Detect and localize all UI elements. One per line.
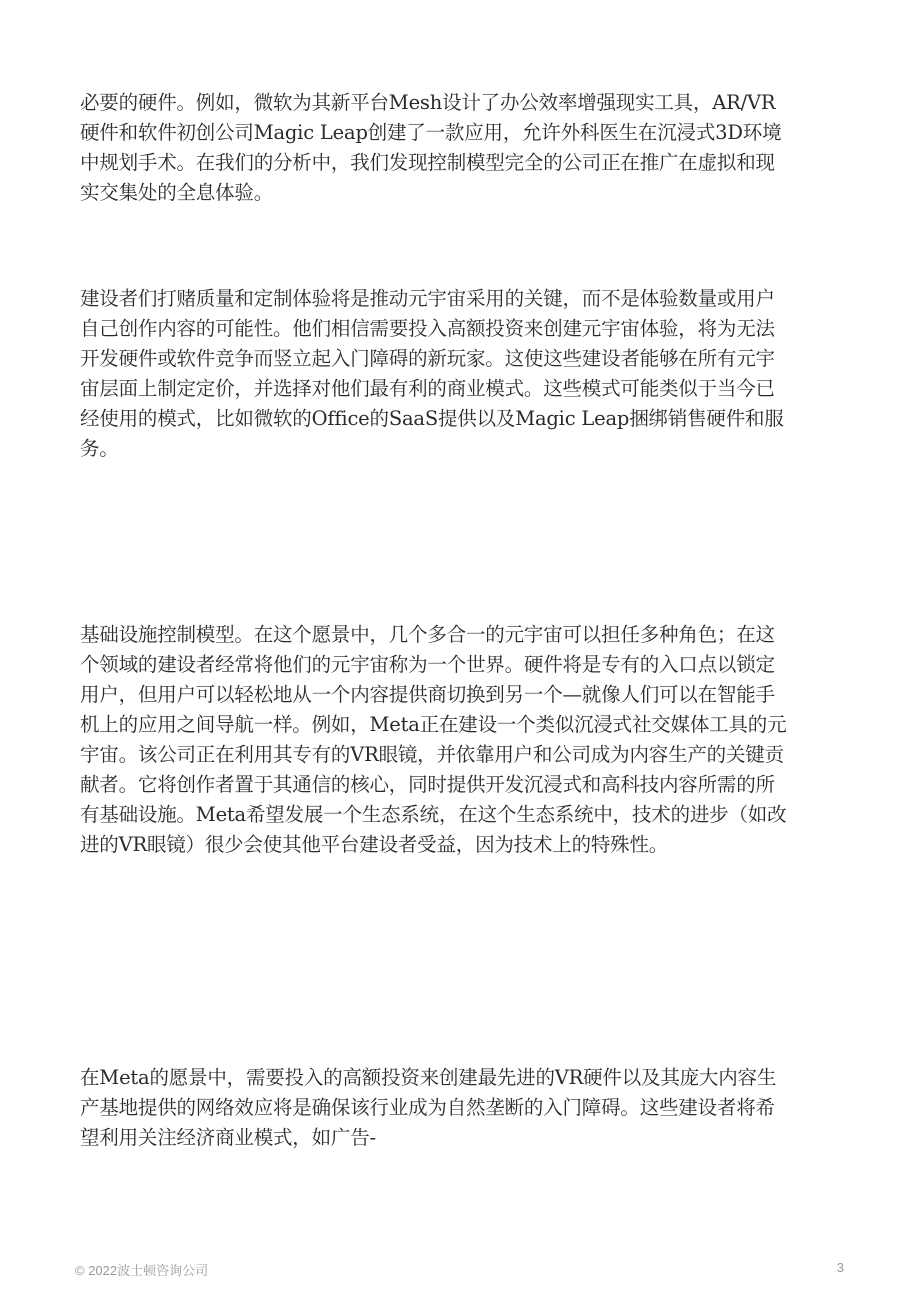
paragraph-meta-vision: [80, 1063, 842, 1153]
text-line: 进的VR眼镜）很少会使其他平台建设者受益，因为技术上的特殊性。: [80, 833, 669, 856]
text-line: 建设者们打赌质量和定制体验将是推动元宇宙采用的关键，而不是体验数量或用户: [80, 287, 775, 310]
text-line: 必要的硬件。例如，微软为其新平台Mesh设计了办公效率增强现实工具，AR/VR: [80, 91, 776, 114]
footer-copyright: © 2022波士顿咨询公司: [75, 1263, 209, 1278]
text-line: 个领域的建设者经常将他们的元宇宙称为一个世界。硬件将是专有的入口点以锁定: [80, 653, 775, 676]
text-line: 硬件和软件初创公司Magic Leap创建了一款应用，允许外科医生在沉浸式3D环境: [80, 121, 782, 144]
text-line: 产基地提供的网络效应将是确保该行业成为自然垄断的入门障碍。这些建设者将希: [80, 1096, 775, 1119]
text-line: 用户，但用户可以轻松地从一个内容提供商切换到另一个—就像人们可以在智能手: [80, 683, 775, 706]
text-line: 自己创作内容的可能性。他们相信需要投入高额投资来创建元宇宙体验，将为无法: [80, 317, 775, 340]
text-line: 实交集处的全息体验。: [80, 181, 274, 204]
text-line: 中规划手术。在我们的分析中，我们发现控制模型完全的公司正在推广在虚拟和现: [80, 151, 775, 174]
text-line: 机上的应用之间导航一样。例如，Meta正在建设一个类似沉浸式社交媒体工具的元: [80, 713, 787, 736]
text-line: 在Meta的愿景中，需要投入的高额投资来创建最先进的VR硬件以及其庞大内容生: [80, 1066, 777, 1089]
paragraph-infrastructure-model: [80, 620, 842, 860]
text-line: 基础设施控制模型。在这个愿景中，几个多合一的元宇宙可以担任多种角色；在这: [80, 623, 775, 646]
paragraph-hardware-examples: [80, 88, 842, 208]
text-line: 望利用关注经济商业模式，如广告-: [80, 1126, 376, 1149]
text-line: 务。: [80, 437, 119, 460]
text-line: 有基础设施。Meta希望发展一个生态系统，在这个生态系统中，技术的进步（如改: [80, 803, 787, 826]
text-line: 献者。它将创作者置于其通信的核心，同时提供开发沉浸式和高科技内容所需的所: [80, 773, 775, 796]
paragraph-builders-bet: [80, 284, 842, 464]
text-line: 宙层面上制定定价，并选择对他们最有利的商业模式。这些模式可能类似于当今已: [80, 377, 775, 400]
text-line: 宇宙。该公司正在利用其专有的VR眼镜，并依靠用户和公司成为内容生产的关键贡: [80, 743, 784, 766]
text-line: 经使用的模式，比如微软的Office的SaaS提供以及Magic Leap捆绑销售硬件和服: [80, 407, 784, 430]
text-line: 开发硬件或软件竞争而竖立起入门障碍的新玩家。这使这些建设者能够在所有元宇: [80, 347, 775, 370]
page-number: 3: [836, 1260, 844, 1275]
